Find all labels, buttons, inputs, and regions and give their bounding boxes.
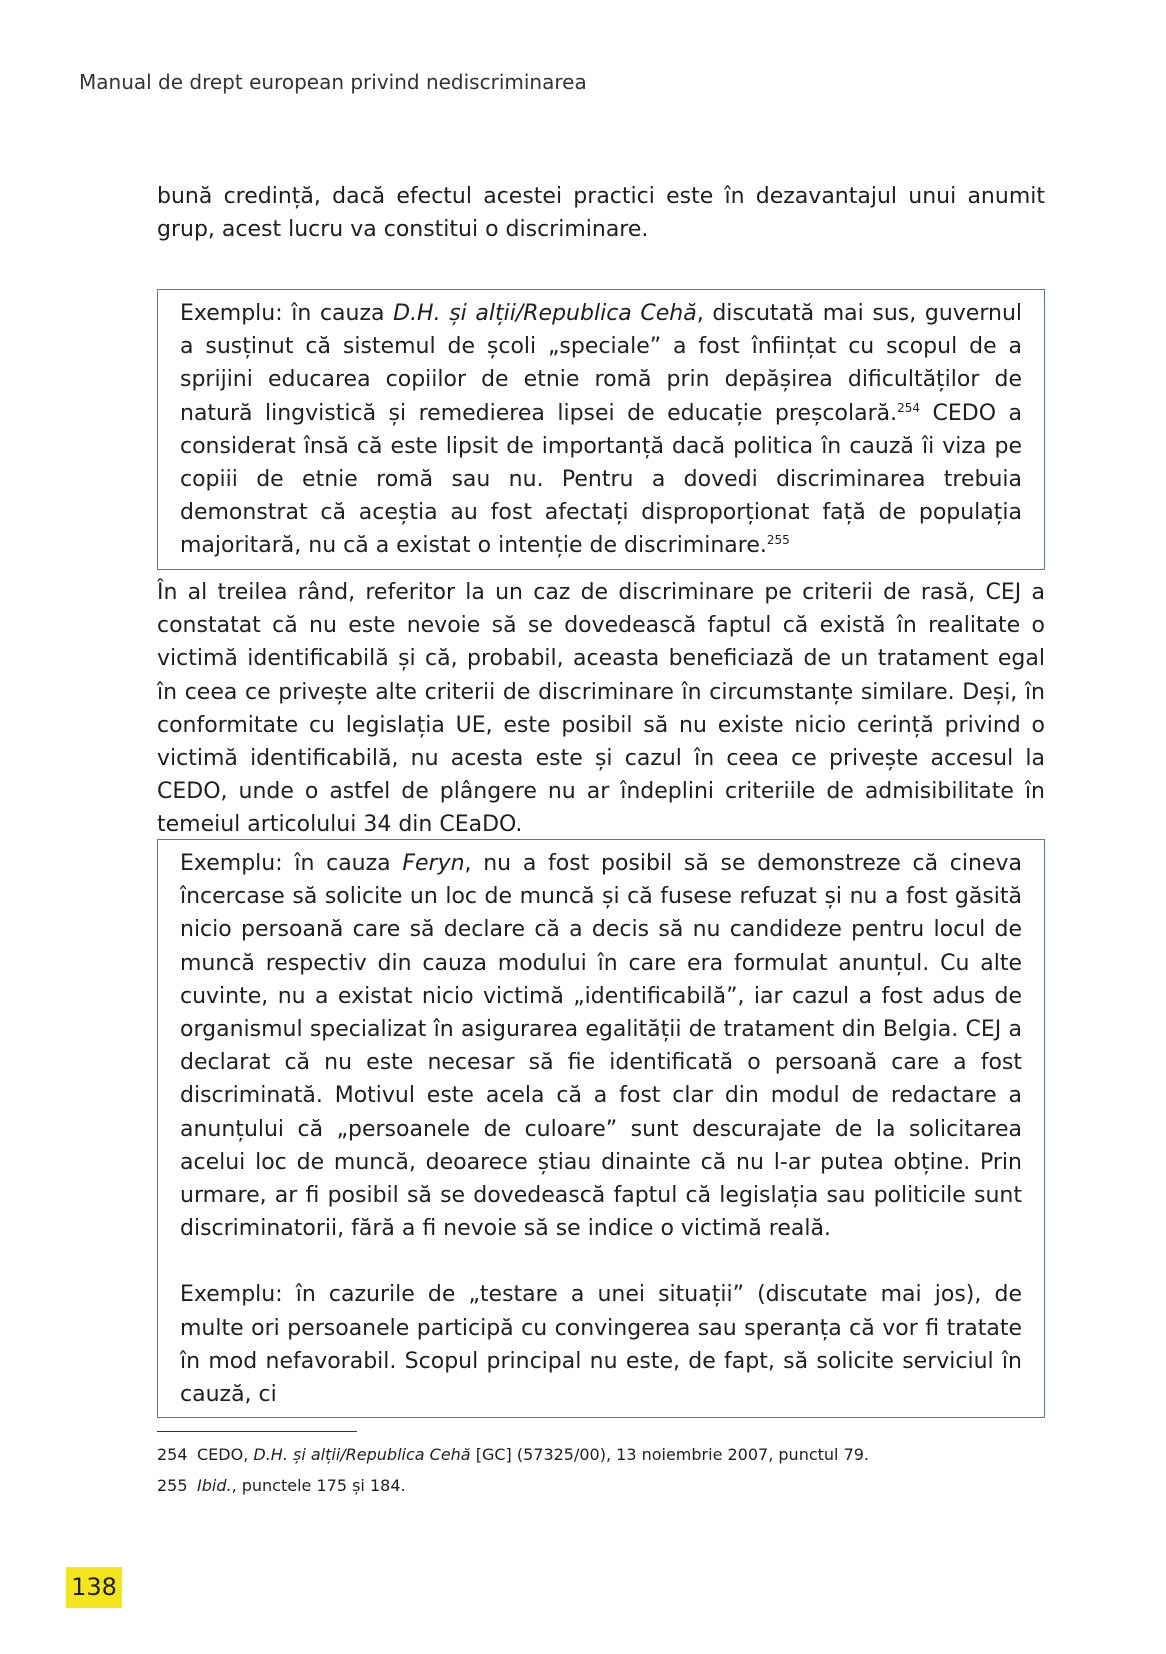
body-paragraph: În al treilea rând, referitor la un caz de discriminare pe criterii de rasă, CEJ a constatat că nu este nevoie să se dovedească faptul că există în realitate o victimă identificabilă și că, probabil, aceasta beneficiază de un tratament egal în ceea ce privește alte criterii de discriminare în circumstanțe similare. Deși, în conformitate cu legislația UE, este posibil să nu existe nicio cerință privind o victimă identificabilă, nu acesta este și cazul în ceea ce privește accesul la CEDO, unde o astfel de plângere nu ar îndeplini criteriile de admisibilitate în temeiul articolului 34 din CEaDO. [157, 580, 1045, 838]
footnote-254 [157, 1444, 1045, 1466]
example-body-continued: CEDO a considerat însă că este lipsit de importanță dacă politica în cauză îi viza pe copiii de etnie romă sau nu. Pentru a dovedi discriminarea trebuia demonstrat că aceștia au fost afectați disproporționat față de populația majoritară, nu că a existat o intenție de discriminare. [180, 400, 1022, 559]
footnote-prefix: CEDO, [197, 1445, 254, 1464]
example-box-dh [157, 289, 1045, 570]
example-dh-text [180, 297, 1022, 563]
footnotes [157, 1444, 1045, 1506]
running-header: Manual de drept european privind nediscriminarea [79, 70, 587, 94]
footnote-case-name: Ibid. [197, 1476, 232, 1495]
example-body: , nu a fost posibil să se demonstreze că cineva încercase să solicite un loc de muncă și că fusese refuzat și nu a fost găsită nicio persoană care să declare că a decis să nu candideze pentru locul de muncă respectiv din cauza modului în care era formulat anunțul. Cu alte cuvinte, nu a existat nicio victimă „identificabilă”, iar cazul a fost adus de organismul specializat în asigurarea egalității de tratament din Belgia. CEJ a declarat că nu este necesar să fie identificată o persoană care a fost discriminată. Motivul este acela că a fost clar din modul de redactare a anunțului că „persoanele de culoare” sunt descurajate de la solicitarea acelui loc de muncă, deoarece știau dinainte că nu l-ar putea obține. Prin urmare, ar fi posibil să se dovedească faptul că legislația sau politicile sunt discriminatorii, fără a fi nevoie să se indice o victimă reală. [180, 851, 1022, 1242]
case-name: D.H. și alții/Republica Cehă [393, 301, 697, 326]
footnote-255 [157, 1475, 1045, 1497]
footnote-case-name: D.H. și alții/Republica Cehă [253, 1445, 471, 1464]
case-name: Feryn [402, 851, 465, 876]
example-lead: Exemplu: în cauza [180, 301, 394, 326]
footnote-ref-255: 255 [766, 533, 790, 548]
footnote-suffix: , punctele 175 și 184. [231, 1476, 406, 1495]
intro-paragraph: bună credință, dacă efectul acestei practici este în dezavantajul unui anumit grup, acest lucru va constitui o discriminare. [157, 184, 1045, 243]
footnote-number: 255 [157, 1476, 188, 1495]
footnote-divider [157, 1431, 357, 1432]
example-body: , discutată mai sus, guvernul a susținut că sistemul de școli „speciale” a fost înființat cu scopul de a sprijini educarea copiilor de etnie romă prin depășirea dificultăților de natură lingvistică și remedierea lipsei de educație preșcolară. [180, 301, 1023, 426]
example-feryn-text [180, 847, 1022, 1245]
footnote-number: 254 [157, 1445, 188, 1464]
example-box-feryn [157, 839, 1045, 1418]
page-number: 138 [66, 1567, 122, 1608]
example-testing-text: Exemplu: în cazurile de „testare a unei situații” (discutate mai jos), de multe ori persoanele participă cu convingerea sau speranța că vor fi tratate în mod nefavorabil. Scopul principal nu este, de fapt, să solicite serviciul în cauză, ci [180, 1282, 1022, 1408]
footnote-ref-254: 254 [897, 400, 920, 415]
example-lead: Exemplu: în cauza [180, 851, 403, 876]
footnote-suffix: [GC] (57325/00), 13 noiembrie 2007, punctul 79. [470, 1445, 870, 1464]
